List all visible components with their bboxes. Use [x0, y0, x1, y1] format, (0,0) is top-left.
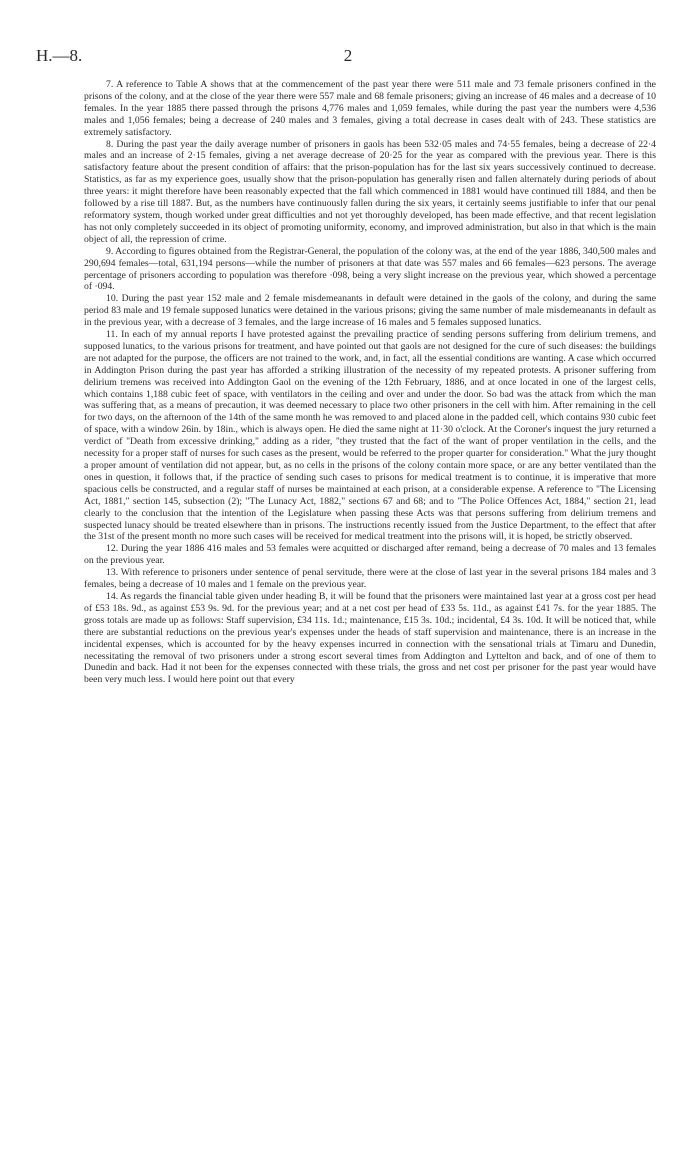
- page-header: [36, 46, 660, 70]
- paragraph-13: 13. With reference to prisoners under sentence of penal servitude, there were at the close of last year in the several prisons 184 males and 3 females, being a decrease of 10 males and 1 female on the previous year.: [84, 567, 656, 591]
- paragraph-9: 9. According to figures obtained from the Registrar-General, the population of the colony was, at the end of the year 1886, 340,500 males and 290,694 females—total, 631,194 persons—while the number of prisoners at that date was 557 males and 66 females—623 persons. The average percentage of prisoners according to population was therefore ·098, being a very slight increase on the previous year, which showed a percentage of ·094.: [84, 245, 656, 293]
- paragraph-12: 12. During the year 1886 416 males and 53 females were acquitted or discharged after remand, being a decrease of 70 males and 13 females on the previous year.: [84, 543, 656, 567]
- document-reference: H.—8.: [36, 46, 83, 65]
- paragraph-14: 14. As regards the financial table given under heading B, it will be found that the prisoners were maintained last year at a gross cost per head of £53 18s. 9d., as against £53 9s. 9d. for the previous year; and at a net cost per head of £33 5s. 11d., as against £41 7s. for the year 1885. The gross totals are made up as follows: Staff supervision, £34 11s. 1d.; maintenance, £15 3s. 10d.; incidental, £4 3s. 10d. It will be noticed that, while there are substantial reductions on the previous year's expenses under the heads of staff supervision and maintenance, there is an increase in the incidental expenses, which is accounted for by the heavy expenses incurred in connection with the sensational trials at Timaru and Dunedin, necessitating the removal of two prisoners under a strong escort several times from Addington and Lyttelton and back, and of one of them to Dunedin and back. Had it not been for the expenses connected with these trials, the gross and net cost per prisoner for the past year would have been very much less. I would here point out that every: [84, 590, 656, 686]
- page-number: 2: [343, 46, 353, 65]
- paragraph-10: 10. During the past year 152 male and 2 female misdemeanants in default were detained in the gaols of the colony, and during the same period 83 male and 19 female supposed lunatics were detained in the various prisons; giving the same number of male misdemeanants in default as in the previous year, with a decrease of 3 females, and the large increase of 16 males and 5 females supposed lunatics.: [84, 293, 656, 329]
- report-body: [84, 79, 656, 686]
- paragraph-7: 7. A reference to Table A shows that at the commencement of the past year there were 511 male and 73 female prisoners confined in the prisons of the colony, and at the close of the year there were 557 male and 68 female prisoners; giving an increase of 46 males and a decrease of 10 females. In the year 1885 there passed through the prisons 4,776 males and 1,059 females, while during the past year the numbers were 4,536 males and 1,056 females; being a decrease of 240 males and 3 females, giving a total decrease in cases dealt with of 243. These statistics are extremely satisfactory.: [84, 79, 656, 138]
- paragraph-8: 8. During the past year the daily average number of prisoners in gaols has been 532·05 males and 74·55 females, being a decrease of 22·4 males and an increase of 2·15 females, giving a net average decrease of 20·25 for the year as compared with the previous year. There is this satisfactory feature about the present condition of affairs: that the prison-population has for the last six years successively continued to decrease. Statistics, as far as my experience goes, usually show that the prison-population has generally risen and fallen alternately during periods of about three years: it might therefore have been reasonably expected that the fall which commenced in 1881 would have continued till 1884, and then be followed by a rise till 1887. But, as the numbers have continuously fallen during the six years, it certainly seems justifiable to infer that our penal reformatory system, though worked under great difficulties and not yet thoroughly developed, has been made effective, and that recent legislation has not only completely succeeded in its object of promoting uniformity, economy, and improved administration, but also in that which is the main object of all, the repression of crime.: [84, 138, 656, 245]
- paragraph-11: 11. In each of my annual reports I have protested against the prevailing practice of sending persons suffering from delirium tremens, and supposed lunatics, to the various prisons for treatment, and have pointed out that gaols are not designed for the cure of such diseases: the buildings are not adapted for the purpose, the officers are not trained to the work, and, in fact, all the essential conditions are wanting. A case which occurred in Addington Prison during the past year has afforded a striking illustration of the necessity of my repeated protests. A prisoner suffering from delirium tremens was received into Addington Gaol on the evening of the 12th February, 1886, and at once located in one of the largest cells, which contains 1,188 cubic feet of space, with ventilators in the ceiling and over and under the door. So bad was the attack from which the man was suffering that, as a means of precaution, it was deemed necessary to place two other prisoners in the cell with him. After remaining in the cell for two days, on the afternoon of the 14th of the same month he was removed to and placed alone in the padded cell, which contains 930 cubic feet of space, with a window 26in. by 18in., which is always open. He died the same night at 11·30 o'clock. At the Coroner's inquest the jury returned a verdict of "Death from excessive drinking," adding as a rider, "they trusted that the fact of the want of proper ventilation in the cells, and the necessity for a proper staff of nurses for such cases as the present, would be referred to the proper quarter for consideration." What the jury thought a proper amount of ventilation did not appear, but, as no cells in the prisons of the colony contain more space, or are any better ventilated than the ones in question, it follows that, if the practice of sending such cases to prisons for medical treatment is to continue, it is imperative that more spacious cells be constructed, and a regular staff of nurses be maintained at each prison, at a considerable expense. A reference to "The Licensing Act, 1881," section 145, subsection (2); "The Lunacy Act, 1882," sections 67 and 68; and to "The Police Offences Act, 1884," section 21, lead clearly to the conclusion that the intention of the Legislature when passing these Acts was that persons suffering from delirium tremens and suspected lunacy should be treated elsewhere than in prisons. The instructions recently issued from the Justice Department, to the effect that after the 31st of the present month no more such cases will be received for medical treatment into the prisons will, it is hoped, be strictly observed.: [84, 329, 656, 543]
